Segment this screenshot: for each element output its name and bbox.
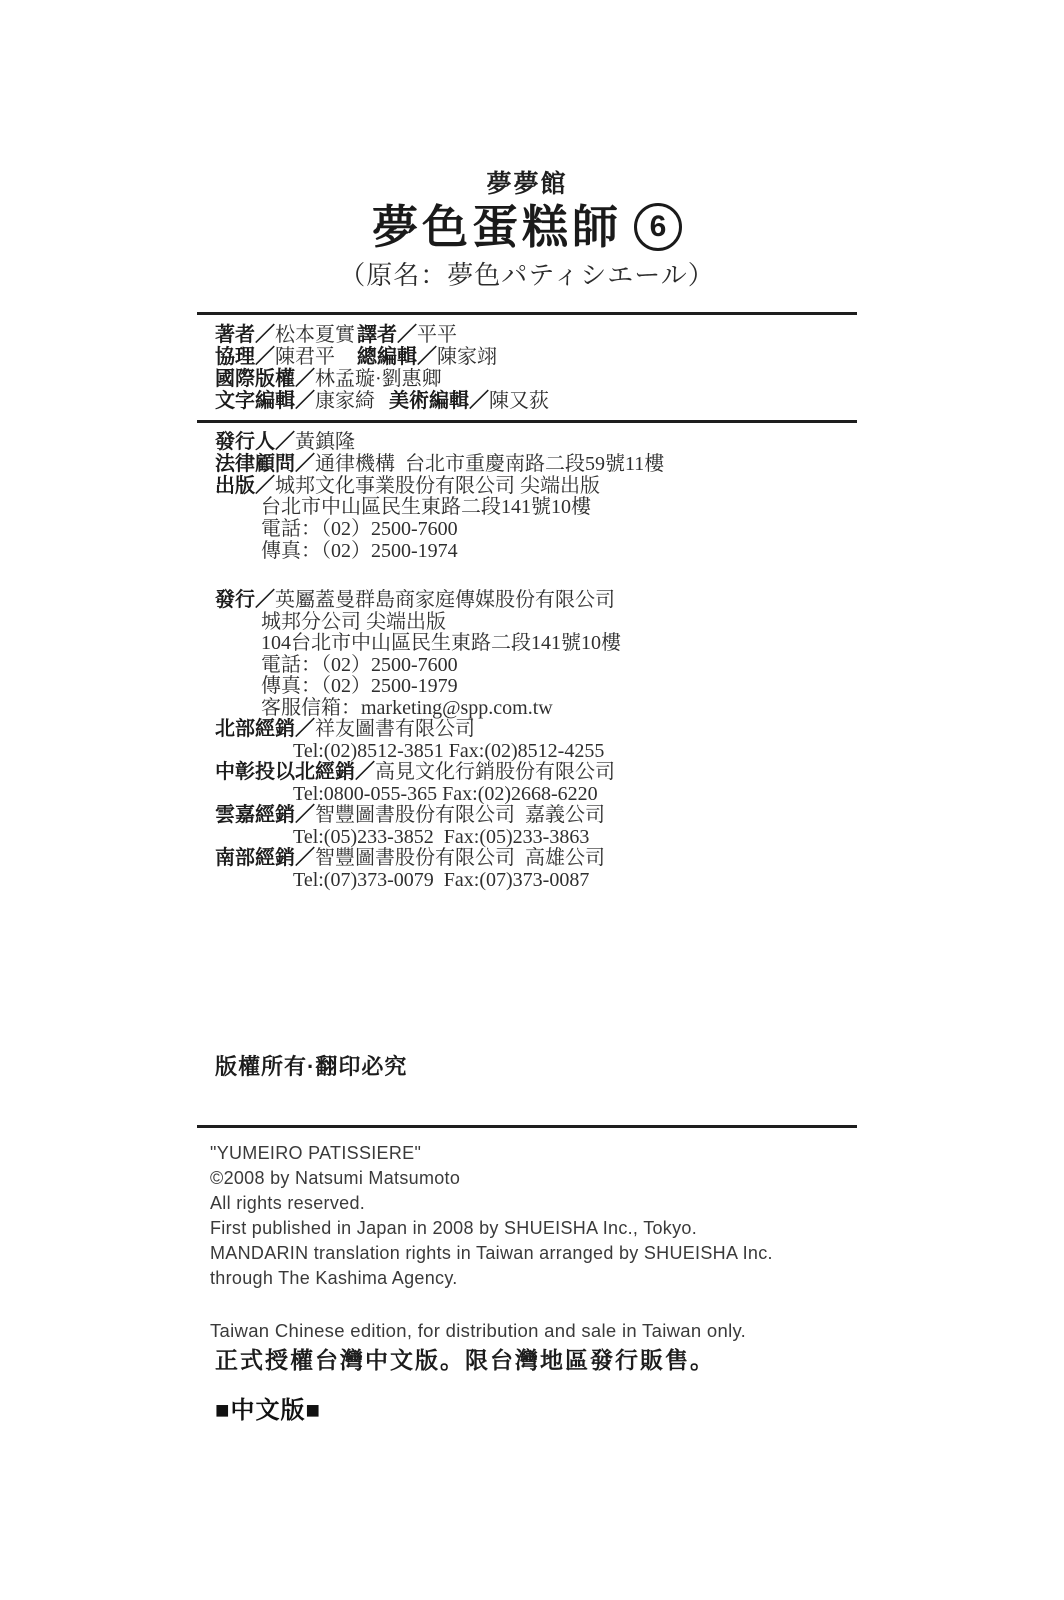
credit-pair <box>215 390 375 412</box>
title-block <box>197 168 857 294</box>
field-value: 陳君平 <box>275 346 335 368</box>
publisher-fax <box>215 541 664 563</box>
field-value: 智豐圖書股份有限公司 高雄公司 <box>315 847 605 869</box>
service-email <box>215 698 621 720</box>
field-value: 客服信箱：marketing@spp.com.tw <box>261 696 553 719</box>
field-value: 通律機構 台北市重慶南路二段59號11樓 <box>315 452 665 475</box>
field-value: 電話：（02）2500-7600 <box>261 518 458 541</box>
first-published-line: First published in Japan in 2008 by SHUEISHA Inc., Tokyo. <box>210 1218 698 1238</box>
distributor-contact <box>215 784 621 806</box>
credit-pair <box>357 324 457 346</box>
field-value: Tel:0800-055-365 Fax:(02)2668-6220 <box>293 782 598 805</box>
field-label: 出版／ <box>215 474 275 497</box>
field-label: 國際版權／ <box>215 368 315 390</box>
distributor-line <box>215 848 621 870</box>
field-value: 黃鎮隆 <box>295 431 355 453</box>
taiwan-notice-chinese: 正式授權台灣中文版。限台灣地區發行販售。 <box>215 1347 715 1373</box>
field-value: 林孟璇·劉惠卿 <box>315 368 442 390</box>
field-label: 發行人／ <box>215 431 295 453</box>
field-label: 著者／ <box>215 324 275 346</box>
distributor-phone <box>215 655 621 677</box>
field-value: 智豐圖書股份有限公司 嘉義公司 <box>315 804 605 826</box>
volume-badge <box>634 203 682 251</box>
field-value: 城邦分公司 尖端出版 <box>261 610 446 633</box>
field-value: 傳真：（02）2500-1974 <box>261 539 458 562</box>
book-title <box>197 200 857 254</box>
field-value: 城邦文化事業股份有限公司 尖端出版 <box>275 474 600 497</box>
divider-credits <box>197 420 857 423</box>
field-label: 美術編輯／ <box>389 390 489 412</box>
publisher-line <box>215 432 664 454</box>
distributor-line <box>215 590 621 612</box>
divider-english <box>197 1125 857 1128</box>
english-title: "YUMEIRO PATISSIERE" <box>210 1143 422 1163</box>
credit-line <box>215 346 549 368</box>
credit-pair <box>389 390 549 412</box>
distributor-contact <box>215 741 621 763</box>
field-value: 祥友圖書有限公司 <box>315 718 475 740</box>
english-copyright-block <box>210 1141 773 1291</box>
credit-line <box>215 368 549 390</box>
credit-pair <box>215 346 357 368</box>
field-value: 高見文化行銷股份有限公司 <box>375 761 615 783</box>
field-value: 陳又荻 <box>489 390 549 412</box>
distributor-line <box>215 719 621 741</box>
credit-pair <box>215 324 357 346</box>
publisher-line <box>215 476 664 498</box>
distribution-block <box>215 590 621 891</box>
rights-line: All rights reserved. <box>210 1193 366 1213</box>
distributor-line <box>215 762 621 784</box>
field-label: 法律顧問／ <box>215 452 315 475</box>
volume-number: 6 <box>649 210 667 243</box>
edition-mark: ■中文版■ <box>215 1397 321 1424</box>
field-value: Tel:(02)8512-3851 Fax:(02)8512-4255 <box>293 739 605 762</box>
field-label: 總編輯／ <box>357 346 437 368</box>
field-label: 南部經銷／ <box>215 847 315 869</box>
field-label: 發行／ <box>215 589 275 611</box>
publisher-phone <box>215 519 664 541</box>
publisher-line <box>215 454 664 476</box>
distributor-fax <box>215 676 621 698</box>
field-value: Tel:(07)373-0079 Fax:(07)373-0087 <box>293 868 590 891</box>
distributor-address <box>215 612 621 634</box>
original-title: （原名：夢色パティシエール） <box>339 260 715 290</box>
credits-block <box>215 324 549 412</box>
field-label: 協理／ <box>215 346 275 368</box>
book-title-text: 夢色蛋糕師 <box>372 201 622 253</box>
field-value: 康家綺 <box>315 390 375 412</box>
publisher-address <box>215 497 664 519</box>
field-label: 中彰投以北經銷／ <box>215 761 375 783</box>
credit-pair <box>215 368 442 390</box>
field-value: 104台北市中山區民生東路二段141號10樓 <box>261 632 621 654</box>
field-value: 平平 <box>417 324 457 346</box>
field-value: 陳家翊 <box>437 346 497 368</box>
distributor-line <box>215 805 621 827</box>
rights-notice: 版權所有·翻印必究 <box>215 1054 408 1079</box>
publisher-block <box>215 432 664 563</box>
field-label: 譯者／ <box>357 324 417 346</box>
credit-line <box>215 390 549 412</box>
field-value: 台北市中山區民生東路二段141號10樓 <box>261 496 591 519</box>
field-label: 雲嘉經銷／ <box>215 804 315 826</box>
credit-line <box>215 324 549 346</box>
field-value: Tel:(05)233-3852 Fax:(05)233-3863 <box>293 825 590 848</box>
taiwan-notice-english: Taiwan Chinese edition, for distribution and sale in Taiwan only. <box>210 1320 747 1341</box>
copyright-line: ©2008 by Natsumi Matsumoto <box>210 1168 461 1188</box>
distributor-contact <box>215 870 621 892</box>
field-value: 英屬蓋曼群島商家庭傳媒股份有限公司 <box>275 589 615 611</box>
imprint-name: 夢夢館 <box>486 170 568 198</box>
divider-top <box>197 312 857 315</box>
field-value: 電話：（02）2500-7600 <box>261 653 458 676</box>
credit-pair <box>357 346 497 368</box>
field-value: 傳真：（02）2500-1979 <box>261 675 458 697</box>
translation-rights-line: MANDARIN translation rights in Taiwan arranged by SHUEISHA Inc. <box>210 1243 773 1263</box>
distributor-contact <box>215 827 621 849</box>
field-label: 文字編輯／ <box>215 390 315 412</box>
field-value: 松本夏實 <box>275 324 355 346</box>
agency-line: through The Kashima Agency. <box>210 1268 458 1288</box>
field-label: 北部經銷／ <box>215 718 315 740</box>
distributor-address <box>215 633 621 655</box>
